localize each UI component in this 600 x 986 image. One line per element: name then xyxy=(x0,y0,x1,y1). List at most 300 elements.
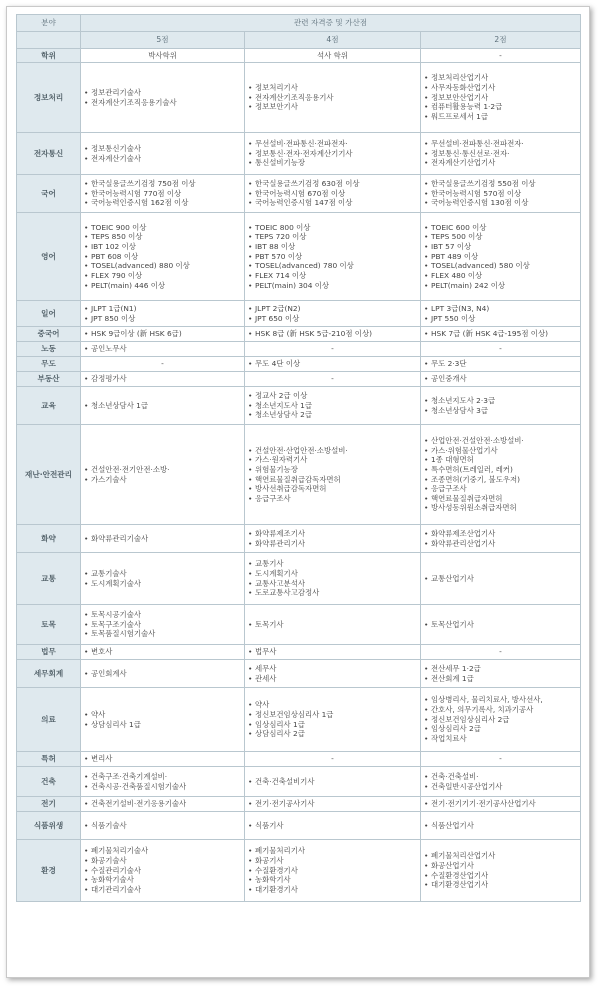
header-blank xyxy=(17,32,81,49)
list-item: • 식품산업기사 xyxy=(424,821,577,831)
list-item: • 상담심리사 1급 xyxy=(84,720,241,730)
qualification-cell: - xyxy=(245,752,421,767)
qualification-list xyxy=(84,846,241,894)
qualification-list xyxy=(248,83,417,112)
qualification-cell: - xyxy=(421,49,581,63)
list-item: • 관세사 xyxy=(248,674,417,684)
header-points-2: 2점 xyxy=(421,32,581,49)
qualification-cell xyxy=(81,688,245,752)
list-item: • 국어능력인증시험 130점 이상 xyxy=(424,198,577,208)
qualification-list xyxy=(84,610,241,639)
qualification-cell xyxy=(81,63,245,133)
qualification-cell xyxy=(81,327,245,342)
qualification-cell xyxy=(245,63,421,133)
list-item: • 정보보안산업기사 xyxy=(424,93,577,103)
category-cell: 건축 xyxy=(17,767,81,797)
qualification-list xyxy=(424,179,577,208)
qualification-list xyxy=(248,179,417,208)
table-row xyxy=(17,133,581,175)
list-item: • 정보통신·통신선로·전자· xyxy=(424,149,577,159)
list-item: • 세무사 xyxy=(248,664,417,674)
table-row xyxy=(17,327,581,342)
list-item: • 전산세무 1·2급 xyxy=(424,664,577,674)
list-item: • 도시계획기사 xyxy=(248,569,417,579)
header-points-4: 4점 xyxy=(245,32,421,49)
list-item: • 교통산업기사 xyxy=(424,574,577,584)
list-item: • 방사성동위원소취급자면허 xyxy=(424,503,577,513)
list-item: • 무도 2·3단 xyxy=(424,359,577,369)
category-cell: 학위 xyxy=(17,49,81,63)
category-cell: 환경 xyxy=(17,840,81,902)
qualification-list xyxy=(424,851,577,890)
list-item: • HSK 9급이상 (新 HSK 6급) xyxy=(84,329,241,339)
qualification-cell xyxy=(245,645,421,660)
qualification-cell xyxy=(81,387,245,425)
qualification-cell xyxy=(421,327,581,342)
qualification-cell xyxy=(81,372,245,387)
category-cell: 국어 xyxy=(17,175,81,213)
list-item: • IBT 57 이상 xyxy=(424,242,577,252)
qualification-list xyxy=(248,359,417,369)
list-item: • 도시계획기술사 xyxy=(84,579,241,589)
qualification-cell xyxy=(421,175,581,213)
qualification-cell xyxy=(421,767,581,797)
qualification-list xyxy=(84,344,241,354)
list-item: • 화약류제조산업기사 xyxy=(424,529,577,539)
table-body xyxy=(17,49,581,902)
qualification-cell: - xyxy=(245,372,421,387)
points-row xyxy=(17,32,581,49)
qualification-list xyxy=(84,329,241,339)
list-item: • TOEIC 600 이상 xyxy=(424,223,577,233)
list-item: • 화약류관리기사 xyxy=(248,539,417,549)
category-cell: 전기 xyxy=(17,797,81,812)
category-cell: 식품위생 xyxy=(17,812,81,840)
list-item: • 화약류관리산업기사 xyxy=(424,539,577,549)
qualification-list xyxy=(84,223,241,290)
list-item: • JPT 550 이상 xyxy=(424,314,577,324)
list-item: • 한국실용글쓰기검정 630점 이상 xyxy=(248,179,417,189)
qualification-list xyxy=(248,391,417,420)
qualification-list xyxy=(424,329,577,339)
qualification-list xyxy=(84,821,241,831)
list-item: • FLEX 714 이상 xyxy=(248,271,417,281)
qualification-cell xyxy=(81,301,245,327)
list-item: • 가스기술사 xyxy=(84,475,241,485)
list-item: • 전자계산기술사 xyxy=(84,154,241,164)
list-item: • 화공기술사 xyxy=(84,856,241,866)
list-item: • 토목시공기술사 xyxy=(84,610,241,620)
qualification-cell xyxy=(245,553,421,605)
qualification-cell xyxy=(421,605,581,645)
qualification-cell xyxy=(245,327,421,342)
list-item: • FLEX 790 이상 xyxy=(84,271,241,281)
table-row xyxy=(17,175,581,213)
qualification-list xyxy=(424,695,577,743)
qualification-list xyxy=(424,73,577,121)
list-item: • 건축구조·건축기계설비· xyxy=(84,772,241,782)
list-item: • 1종 대형면허 xyxy=(424,455,577,465)
header-points-5: 5점 xyxy=(81,32,245,49)
list-item: • 임상심리사 1급 xyxy=(248,720,417,730)
list-item: • 무도 4단 이상 xyxy=(248,359,417,369)
qualification-list xyxy=(424,304,577,323)
qualification-cell xyxy=(81,425,245,525)
qualification-cell xyxy=(81,213,245,301)
list-item: • 건축전기설비·전기응용기술사 xyxy=(84,799,241,809)
list-item: • 식품기술사 xyxy=(84,821,241,831)
list-item: • TEPS 720 이상 xyxy=(248,232,417,242)
qualification-list xyxy=(424,223,577,290)
list-item: • 토목품질시험기술사 xyxy=(84,629,241,639)
list-item: • 한국어능력시험 670점 이상 xyxy=(248,189,417,199)
qualification-cell xyxy=(81,767,245,797)
list-item: • 작업치료사 xyxy=(424,734,577,744)
qualification-cell xyxy=(81,645,245,660)
table-row xyxy=(17,49,581,63)
table-row xyxy=(17,605,581,645)
qualification-list xyxy=(84,304,241,323)
list-item: • 화공산업기사 xyxy=(424,861,577,871)
qualification-cell xyxy=(245,660,421,688)
list-item: • PELT(main) 446 이상 xyxy=(84,281,241,291)
table-row xyxy=(17,797,581,812)
list-item: • 전자계산기조직응용기사 xyxy=(248,93,417,103)
list-item: • 약사 xyxy=(248,700,417,710)
list-item: • IBT 102 이상 xyxy=(84,242,241,252)
category-cell: 교통 xyxy=(17,553,81,605)
qualification-list xyxy=(424,529,577,548)
table-row xyxy=(17,301,581,327)
list-item: • 수질관리기술사 xyxy=(84,866,241,876)
category-cell: 전자통신 xyxy=(17,133,81,175)
category-cell: 재난·안전관리 xyxy=(17,425,81,525)
list-item: • 청소년상담사 1급 xyxy=(84,401,241,411)
category-cell: 무도 xyxy=(17,357,81,372)
list-item: • 수질환경산업기사 xyxy=(424,871,577,881)
list-item: • 컴퓨터활용능력 1·2급 xyxy=(424,102,577,112)
qualification-cell xyxy=(245,525,421,553)
list-item: • 토목산업기사 xyxy=(424,620,577,630)
table-row xyxy=(17,645,581,660)
qualification-cell: - xyxy=(421,645,581,660)
qualification-list xyxy=(424,664,577,683)
qualification-list xyxy=(84,569,241,588)
list-item: • 건축일반시공산업기사 xyxy=(424,782,577,792)
list-item: • 변리사 xyxy=(84,754,241,764)
qualification-cell: - xyxy=(421,342,581,357)
qualification-list xyxy=(84,754,241,764)
list-item: • 폐기물처리기술사 xyxy=(84,846,241,856)
list-item: • JPT 850 이상 xyxy=(84,314,241,324)
list-item: • 건설안전·전기안전·소방· xyxy=(84,465,241,475)
list-item: • 청소년상담사 2급 xyxy=(248,410,417,420)
list-item: • PBT 489 이상 xyxy=(424,252,577,262)
qualification-list xyxy=(84,401,241,411)
qualification-list xyxy=(424,821,577,831)
list-item: • 감정평가사 xyxy=(84,374,241,384)
qualification-cell xyxy=(421,797,581,812)
qualification-cell xyxy=(245,301,421,327)
list-item: • 무선설비·전파통신·전파전자· xyxy=(248,139,417,149)
qualification-cell xyxy=(81,525,245,553)
list-item: • TOSEL(advanced) 580 이상 xyxy=(424,261,577,271)
list-item: • 산업안전·건설안전·소방설비· xyxy=(424,436,577,446)
qualification-list xyxy=(248,559,417,598)
qualification-cell xyxy=(245,688,421,752)
qualification-cell xyxy=(245,605,421,645)
qualification-cell xyxy=(421,840,581,902)
list-item: • 식품기사 xyxy=(248,821,417,831)
list-item: • 간호사, 의무기록사, 치과기공사 xyxy=(424,705,577,715)
qualification-cell xyxy=(81,605,245,645)
list-item: • 한국어능력시험 770점 이상 xyxy=(84,189,241,199)
header-related: 관련 자격증 및 가산점 xyxy=(81,15,581,32)
table-row xyxy=(17,840,581,902)
category-cell: 화약 xyxy=(17,525,81,553)
table-row xyxy=(17,372,581,387)
table-row xyxy=(17,660,581,688)
list-item: • 위험물기능장 xyxy=(248,465,417,475)
list-item: • 청소년지도사 1급 xyxy=(248,401,417,411)
list-item: • 청소년상담사 3급 xyxy=(424,406,577,416)
qualification-list xyxy=(248,700,417,739)
list-item: • PELT(main) 304 이상 xyxy=(248,281,417,291)
qualification-cell xyxy=(245,425,421,525)
qualification-cell xyxy=(245,767,421,797)
category-cell: 세무회계 xyxy=(17,660,81,688)
qualification-cell xyxy=(81,175,245,213)
category-cell: 부동산 xyxy=(17,372,81,387)
qualification-cell xyxy=(81,840,245,902)
qualification-list xyxy=(84,179,241,208)
qualification-cell xyxy=(421,660,581,688)
qualification-list xyxy=(424,374,577,384)
list-item: • 정보처리산업기사 xyxy=(424,73,577,83)
qualification-cell xyxy=(421,525,581,553)
list-item: • 변호사 xyxy=(84,647,241,657)
list-item: • 방사선취급감독자면허 xyxy=(248,484,417,494)
qualification-cell: - xyxy=(421,752,581,767)
list-item: • 핵연료물질취급자면허 xyxy=(424,494,577,504)
list-item: • JLPT 1급(N1) xyxy=(84,304,241,314)
qualification-cell xyxy=(81,133,245,175)
list-item: • 정신보건임상심리사 2급 xyxy=(424,715,577,725)
table-row xyxy=(17,387,581,425)
list-item: • TOEIC 900 이상 xyxy=(84,223,241,233)
list-item: • 핵연료물질취급감독자면허 xyxy=(248,475,417,485)
list-item: • 무선설비·전파통신·전파전자· xyxy=(424,139,577,149)
list-item: • FLEX 480 이상 xyxy=(424,271,577,281)
list-item: • 교통기사 xyxy=(248,559,417,569)
list-item: • HSK 7급 (新 HSK 4급-195점 이상) xyxy=(424,329,577,339)
table-row xyxy=(17,425,581,525)
qualification-list xyxy=(84,799,241,809)
list-item: • HSK 8급 (新 HSK 5급-210점 이상) xyxy=(248,329,417,339)
qualification-list xyxy=(84,465,241,484)
qualification-list xyxy=(424,620,577,630)
list-item: • PBT 570 이상 xyxy=(248,252,417,262)
list-item: • 화약류제조기사 xyxy=(248,529,417,539)
qualification-cell: - xyxy=(245,342,421,357)
table-row xyxy=(17,213,581,301)
list-item: • TOSEL(advanced) 880 이상 xyxy=(84,261,241,271)
list-item: • 전자계산기조직응용기술사 xyxy=(84,98,241,108)
list-item: • 건축시공·건축품질시험기술사 xyxy=(84,782,241,792)
certification-table xyxy=(16,14,581,902)
qualification-list xyxy=(248,223,417,290)
list-item: • 임상심리사 2급 xyxy=(424,724,577,734)
qualification-list xyxy=(84,647,241,657)
table-row xyxy=(17,752,581,767)
qualification-cell xyxy=(421,688,581,752)
list-item: • 특수면허(트레일러, 레커) xyxy=(424,465,577,475)
list-item: • 한국실용글쓰기검정 750점 이상 xyxy=(84,179,241,189)
qualification-cell xyxy=(245,812,421,840)
list-item: • 정보처리기사 xyxy=(248,83,417,93)
list-item: • JLPT 2급(N2) xyxy=(248,304,417,314)
qualification-cell xyxy=(81,660,245,688)
qualification-list xyxy=(84,772,241,791)
qualification-list xyxy=(424,396,577,415)
list-item: • 공인중개사 xyxy=(424,374,577,384)
list-item: • 한국어능력시험 570점 이상 xyxy=(424,189,577,199)
header-row xyxy=(17,15,581,32)
qualification-cell xyxy=(421,63,581,133)
list-item: • 임상병리사, 물리치료사, 방사선사, xyxy=(424,695,577,705)
qualification-cell xyxy=(81,797,245,812)
qualification-cell xyxy=(81,553,245,605)
table-row xyxy=(17,357,581,372)
list-item: • 한국실용글쓰기검정 550점 이상 xyxy=(424,179,577,189)
qualification-list xyxy=(248,821,417,831)
category-cell: 의료 xyxy=(17,688,81,752)
table-row xyxy=(17,812,581,840)
qualification-cell xyxy=(421,213,581,301)
list-item: • 대기환경기사 xyxy=(248,885,417,895)
list-item: • 정보통신기술사 xyxy=(84,144,241,154)
list-item: • TEPS 850 이상 xyxy=(84,232,241,242)
qualification-cell: 박사학위 xyxy=(81,49,245,63)
table-row xyxy=(17,63,581,133)
qualification-cell xyxy=(421,357,581,372)
qualification-list xyxy=(248,799,417,809)
list-item: • TOEIC 800 이상 xyxy=(248,223,417,233)
list-item: • 상담심리사 2급 xyxy=(248,729,417,739)
qualification-cell xyxy=(421,133,581,175)
qualification-list xyxy=(424,799,577,809)
qualification-cell xyxy=(245,797,421,812)
list-item: • 전기·전기기기·전기공사산업기사 xyxy=(424,799,577,809)
qualification-cell xyxy=(81,752,245,767)
list-item: • 화약류관리기술사 xyxy=(84,534,241,544)
category-cell: 노동 xyxy=(17,342,81,357)
list-item: • 사무자동화산업기사 xyxy=(424,83,577,93)
list-item: • 공인노무사 xyxy=(84,344,241,354)
category-cell: 특허 xyxy=(17,752,81,767)
list-item: • IBT 88 이상 xyxy=(248,242,417,252)
qualification-list xyxy=(248,777,417,787)
list-item: • 가스·위험물산업기사 xyxy=(424,446,577,456)
list-item: • 도로교통사고감정사 xyxy=(248,588,417,598)
qualification-cell xyxy=(245,357,421,372)
list-item: • 국어능력인증시험 147점 이상 xyxy=(248,198,417,208)
list-item: • 토목구조기술사 xyxy=(84,620,241,630)
qualification-list xyxy=(84,669,241,679)
list-item: • 교통사고분석사 xyxy=(248,579,417,589)
list-item: • 수질환경기사 xyxy=(248,866,417,876)
list-item: • 청소년지도사 2·3급 xyxy=(424,396,577,406)
category-cell: 교육 xyxy=(17,387,81,425)
list-item: • 약사 xyxy=(84,710,241,720)
list-item: • 전산회계 1급 xyxy=(424,674,577,684)
page-frame xyxy=(6,6,590,978)
table-row xyxy=(17,767,581,797)
qualification-list xyxy=(84,374,241,384)
qualification-cell: 석사 학위 xyxy=(245,49,421,63)
table-row xyxy=(17,553,581,605)
list-item: • 정보통신·전자·전자계산기기사 xyxy=(248,149,417,159)
qualification-cell xyxy=(81,342,245,357)
list-item: • 가스·원자력기사 xyxy=(248,455,417,465)
table-row xyxy=(17,688,581,752)
qualification-cell xyxy=(245,133,421,175)
list-item: • TEPS 500 이상 xyxy=(424,232,577,242)
qualification-list xyxy=(248,529,417,548)
list-item: • 건설안전·산업안전·소방설비· xyxy=(248,446,417,456)
list-item: • 농화학기사 xyxy=(248,875,417,885)
list-item: • PELT(main) 242 이상 xyxy=(424,281,577,291)
list-item: • 정신보건임상심리사 1급 xyxy=(248,710,417,720)
qualification-list xyxy=(248,846,417,894)
qualification-cell xyxy=(245,175,421,213)
qualification-list xyxy=(248,647,417,657)
list-item: • 정교사 2급 이상 xyxy=(248,391,417,401)
list-item: • 농화학기술사 xyxy=(84,875,241,885)
qualification-cell xyxy=(421,387,581,425)
qualification-cell xyxy=(245,840,421,902)
list-item: • 국어능력인증시험 162점 이상 xyxy=(84,198,241,208)
category-cell: 법무 xyxy=(17,645,81,660)
qualification-list xyxy=(424,574,577,584)
qualification-list xyxy=(84,88,241,107)
list-item: • 폐기물처리산업기사 xyxy=(424,851,577,861)
list-item: • 대기환경산업기사 xyxy=(424,880,577,890)
qualification-cell xyxy=(421,812,581,840)
category-cell: 중국어 xyxy=(17,327,81,342)
qualification-cell: - xyxy=(81,357,245,372)
qualification-list xyxy=(248,620,417,630)
list-item: • 공인회계사 xyxy=(84,669,241,679)
qualification-list xyxy=(248,139,417,168)
list-item: • 토목기사 xyxy=(248,620,417,630)
qualification-list xyxy=(84,144,241,163)
list-item: • 응급구조사 xyxy=(248,494,417,504)
list-item: • JPT 650 이상 xyxy=(248,314,417,324)
qualification-cell xyxy=(421,301,581,327)
qualification-list xyxy=(248,446,417,504)
category-cell: 토목 xyxy=(17,605,81,645)
category-cell: 정보처리 xyxy=(17,63,81,133)
qualification-cell xyxy=(421,372,581,387)
list-item: • LPT 3급(N3, N4) xyxy=(424,304,577,314)
list-item: • 법무사 xyxy=(248,647,417,657)
list-item: • 건축·건축설비기사 xyxy=(248,777,417,787)
list-item: • 건축·건축설비· xyxy=(424,772,577,782)
table-row xyxy=(17,525,581,553)
qualification-cell xyxy=(81,812,245,840)
list-item: • PBT 608 이상 xyxy=(84,252,241,262)
